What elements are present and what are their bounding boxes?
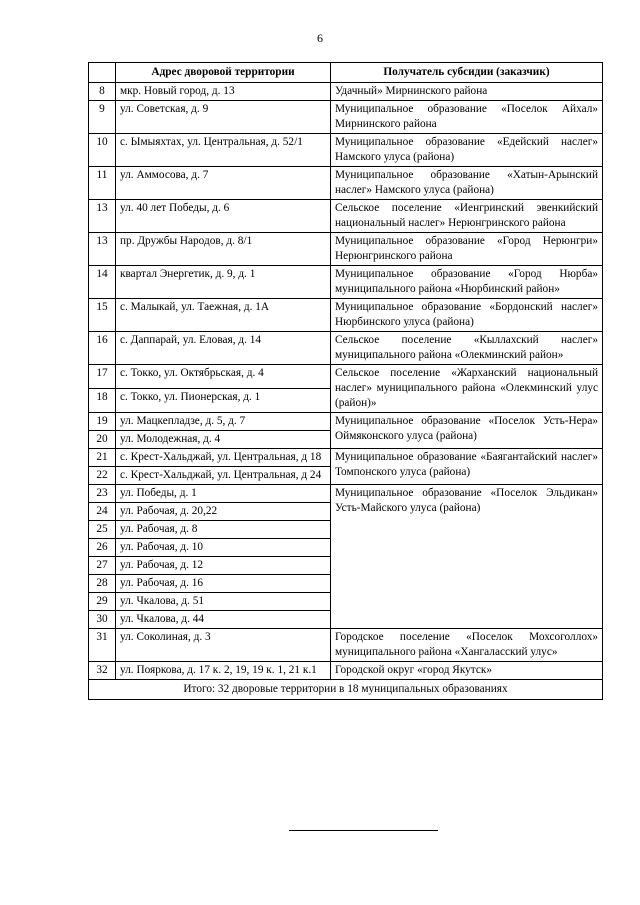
- table-body: [89, 83, 603, 680]
- address-cell: ул. Рабочая, д. 10: [116, 539, 331, 557]
- address-cell: с. Ымыяхтах, ул. Центральная, д. 52/1: [116, 134, 331, 167]
- page-number: 6: [317, 31, 323, 45]
- table-row: [89, 413, 603, 431]
- table-row: [89, 200, 603, 233]
- table-header-row: [89, 63, 603, 83]
- row-number: 17: [89, 365, 116, 389]
- address-cell: ул. Пояркова, д. 17 к. 2, 19, 19 к. 1, 21 к.1: [116, 662, 331, 680]
- recipient-cell: Сельское поселение «Кыллахский наслег» муниципального района «Олекминский район»: [331, 332, 603, 365]
- footer-divider: [289, 830, 438, 831]
- table-row: [89, 365, 603, 389]
- row-number: 31: [89, 629, 116, 662]
- row-number: 27: [89, 557, 116, 575]
- address-cell: ул. Молодежная, д. 4: [116, 431, 331, 449]
- row-number: 25: [89, 521, 116, 539]
- address-cell: ул. Чкалова, д. 51: [116, 593, 331, 611]
- address-cell: ул. Советская, д. 9: [116, 101, 331, 134]
- table-row: [89, 83, 603, 101]
- address-cell: с. Даппарай, ул. Еловая, д. 14: [116, 332, 331, 365]
- total-row: [89, 680, 603, 700]
- recipient-cell: Муниципальное образование «Город Нюрба» муниципального района «Нюрбинский район»: [331, 266, 603, 299]
- address-cell: квартал Энергетик, д. 9, д. 1: [116, 266, 331, 299]
- recipient-cell: Сельское поселение «Жарханский национальный наслег» муниципального района «Олекминский улус (район)»: [331, 365, 603, 413]
- row-number: 24: [89, 503, 116, 521]
- row-number: 14: [89, 266, 116, 299]
- address-cell: пр. Дружбы Народов, д. 8/1: [116, 233, 331, 266]
- row-number: 13: [89, 200, 116, 233]
- header-address: Адрес дворовой территории: [116, 63, 331, 83]
- table-row: [89, 662, 603, 680]
- row-number: 23: [89, 485, 116, 503]
- table-row: [89, 449, 603, 467]
- row-number: 11: [89, 167, 116, 200]
- recipient-cell: Муниципальное образование «Поселок Эльдикан» Усть-Майского улуса (района): [331, 485, 603, 629]
- address-cell: ул. Рабочая, д. 8: [116, 521, 331, 539]
- recipient-cell: Муниципальное образование «Едейский наслег» Намского улуса (района): [331, 134, 603, 167]
- row-number: 8: [89, 83, 116, 101]
- yard-territories-table: [88, 62, 603, 700]
- row-number: 28: [89, 575, 116, 593]
- recipient-cell: Муниципальное образование «Поселок Айхал» Мирнинского района: [331, 101, 603, 134]
- row-number: 22: [89, 467, 116, 485]
- address-cell: ул. Рабочая, д. 12: [116, 557, 331, 575]
- row-number: 13: [89, 233, 116, 266]
- header-num: [89, 63, 116, 83]
- address-cell: ул. Рабочая, д. 16: [116, 575, 331, 593]
- address-cell: с. Токко, ул. Октябрьская, д. 4: [116, 365, 331, 389]
- row-number: 21: [89, 449, 116, 467]
- recipient-cell: Муниципальное образование «Бордонский наслег» Нюрбинского улуса (района): [331, 299, 603, 332]
- address-cell: мкр. Новый город, д. 13: [116, 83, 331, 101]
- table-row: [89, 332, 603, 365]
- address-cell: ул. Победы, д. 1: [116, 485, 331, 503]
- row-number: 16: [89, 332, 116, 365]
- total-cell: Итого: 32 дворовые территории в 18 муниципальных образованиях: [89, 680, 603, 700]
- row-number: 10: [89, 134, 116, 167]
- header-recipient: Получатель субсидии (заказчик): [331, 63, 603, 83]
- row-number: 15: [89, 299, 116, 332]
- table-row: [89, 167, 603, 200]
- row-number: 32: [89, 662, 116, 680]
- row-number: 30: [89, 611, 116, 629]
- row-number: 20: [89, 431, 116, 449]
- recipient-cell: Муниципальное образование «Хатын-Арынский наслег» Намского улуса (района): [331, 167, 603, 200]
- recipient-cell: Сельское поселение «Иенгринский эвенкийский национальный наслег» Нерюнгринского района: [331, 200, 603, 233]
- address-cell: с. Крест-Хальджай, ул. Центральная, д 24: [116, 467, 331, 485]
- recipient-cell: Городское поселение «Поселок Мохсоголлох» муниципального района «Хангаласский улус»: [331, 629, 603, 662]
- address-cell: с. Малыкай, ул. Таежная, д. 1А: [116, 299, 331, 332]
- recipient-cell: Удачный» Мирнинского района: [331, 83, 603, 101]
- address-cell: ул. Рабочая, д. 20,22: [116, 503, 331, 521]
- table-row: [89, 629, 603, 662]
- table-row: [89, 266, 603, 299]
- recipient-cell: Муниципальное образование «Баягантайский наслег» Томпонского улуса (района): [331, 449, 603, 485]
- row-number: 18: [89, 389, 116, 413]
- address-cell: ул. Чкалова, д. 44: [116, 611, 331, 629]
- row-number: 26: [89, 539, 116, 557]
- table-row: [89, 101, 603, 134]
- address-cell: ул. Соколиная, д. 3: [116, 629, 331, 662]
- table-row: [89, 233, 603, 266]
- recipient-cell: Муниципальное образование «Город Нерюнгри» Нерюнгринского района: [331, 233, 603, 266]
- row-number: 29: [89, 593, 116, 611]
- recipient-cell: Городской округ «город Якутск»: [331, 662, 603, 680]
- address-cell: с. Токко, ул. Пионерская, д. 1: [116, 389, 331, 413]
- address-cell: ул. 40 лет Победы, д. 6: [116, 200, 331, 233]
- table-row: [89, 485, 603, 503]
- row-number: 19: [89, 413, 116, 431]
- address-cell: ул. Аммосова, д. 7: [116, 167, 331, 200]
- address-cell: с. Крест-Хальджай, ул. Центральная, д 18: [116, 449, 331, 467]
- table-row: [89, 299, 603, 332]
- row-number: 9: [89, 101, 116, 134]
- recipient-cell: Муниципальное образование «Поселок Усть-Нера» Оймяконского улуса (района): [331, 413, 603, 449]
- address-cell: ул. Мацкепладзе, д. 5, д. 7: [116, 413, 331, 431]
- table-row: [89, 134, 603, 167]
